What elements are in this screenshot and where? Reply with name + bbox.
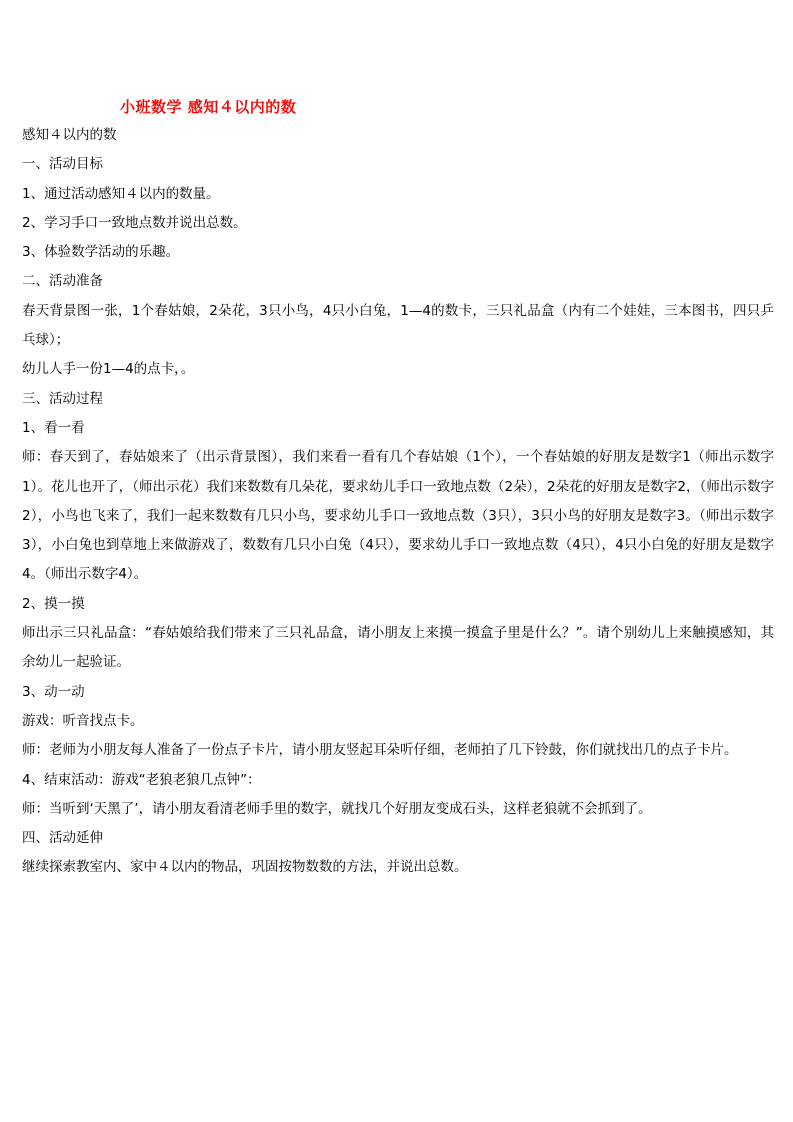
step-heading: 2、摸一摸 xyxy=(22,595,85,612)
goal-item: 1、通过活动感知４以内的数量。 xyxy=(22,185,220,202)
preparation-paragraph: 幼儿人手一份1—4的点卡，。 xyxy=(22,361,195,378)
goal-item: 3、体验数学活动的乐趣。 xyxy=(22,244,180,261)
preparation-paragraph: 春天背景图一张，1个春姑娘，2朵花，3只小鸟，4只小白兔，1—4的数卡，三只礼品盒（内有二个娃娃，三本图书，四只乒乓球）； xyxy=(22,302,774,349)
goal-item: 2、学习手口一致地点数并说出总数。 xyxy=(22,214,247,231)
step-heading: 1、看一看 xyxy=(22,419,85,436)
step-paragraph: 师出示三只礼品盒：“春姑娘给我们带来了三只礼品盒，请小朋友上来摸一摸盒子里是什么？”。请个别幼儿上来触摸感知，其余幼儿一起验证。 xyxy=(22,625,774,671)
step-paragraph: 游戏：听音找点卡。 xyxy=(22,712,144,729)
step-paragraph: 师：春天到了，春姑娘来了（出示背景图），我们来看一看有几个春姑娘（1个），一个春姑娘的好朋友是数字1（师出示数字1）。花儿也开了，（师出示花）我们来数数有几朵花，要求幼儿手口一致地点数（2朵），2朵花的好朋友是数字2，（师出示数字2），小鸟也飞来了，我们一起来数数有几只小鸟，要求幼儿手口一致地点数（3只），3只小鸟的好朋友是数字3。（师出示数字3），小白兔也到草地上来做游戏了，数数有几只小白兔（4只），要求幼儿手口一致地点数（4只），4只小白兔的好朋友是数字4。（师出示数字4）。 xyxy=(22,449,774,583)
step-heading: 3、动一动 xyxy=(22,683,85,700)
extension-paragraph: 继续探索教室内、家中４以内的物品，巩固按物数数的方法，并说出总数。 xyxy=(22,859,468,876)
section-heading-preparation: 二、活动准备 xyxy=(22,273,103,290)
step-paragraph: 师：老师为小朋友每人准备了一份点子卡片，请小朋友竖起耳朵听仔细，老师拍了几下铃鼓，你们就找出几的点子卡片。 xyxy=(22,742,738,759)
section-heading-process: 三、活动过程 xyxy=(22,390,103,407)
document-body xyxy=(22,121,774,883)
section-heading-extension: 四、活动延伸 xyxy=(22,830,103,847)
step-paragraph: 师：当听到‘天黑了’，请小朋友看清老师手里的数字，就找几个好朋友变成石头，这样老狼就不会抓到了。 xyxy=(22,800,652,817)
section-heading-goals: 一、活动目标 xyxy=(22,156,103,173)
subtitle: 感知４以内的数 xyxy=(22,127,117,143)
step-heading: 4、结束活动：游戏“老狼老狼几点钟”： xyxy=(22,771,261,788)
document-title: 小班数学 感知４以内的数 xyxy=(120,98,297,116)
